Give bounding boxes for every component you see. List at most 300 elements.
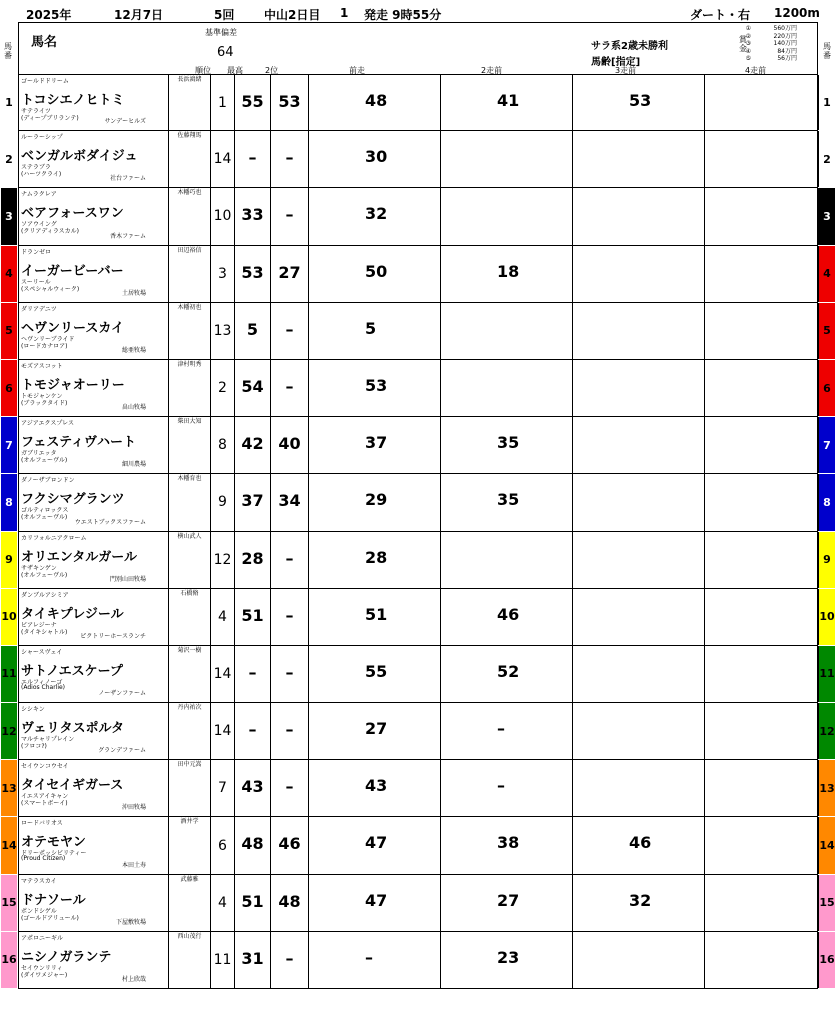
top-index-cell — [235, 474, 271, 530]
umaban-left: 5 — [1, 303, 17, 359]
past-race-1-cell — [309, 875, 441, 931]
umaban-right: 16 — [819, 932, 835, 988]
umaban-right: 12 — [819, 703, 835, 759]
past-race-2-cell — [441, 417, 573, 473]
horse-cell — [21, 703, 169, 759]
second-index-value: – — [285, 662, 294, 682]
breeder-name: 畠山牧場 — [121, 404, 146, 412]
order-cell: 9 — [211, 474, 235, 530]
top-index-cell — [235, 417, 271, 473]
past-race-index: 47 — [365, 833, 388, 853]
dam-name: サテライツ — [21, 108, 51, 115]
jockey-cell — [169, 532, 211, 588]
horse-name[interactable]: トモジャオーリー — [21, 377, 125, 393]
top-index-value: 28 — [241, 548, 264, 568]
umaban-left: 3 — [1, 188, 17, 244]
past-race-index: 52 — [497, 661, 520, 681]
prev1-caption: 前走 — [349, 66, 365, 75]
past-race-index: 51 — [365, 604, 388, 624]
past-race-3-cell — [573, 817, 705, 873]
breeder-name: 土居牧場 — [121, 289, 146, 297]
dam-name: ドリーポッシビリティー — [21, 850, 87, 858]
umaban-right: 15 — [819, 875, 835, 931]
second-index-cell — [271, 188, 309, 244]
past-race-index: 27 — [497, 890, 520, 910]
horse-cell — [21, 589, 169, 645]
top-index-cell — [235, 932, 271, 988]
second-index-value: 48 — [278, 891, 301, 911]
sire-name: シシキン — [21, 706, 45, 714]
breeder-name: 下屋敷牧場 — [115, 918, 146, 926]
dam-name: サザキンゲン — [21, 564, 57, 572]
umaban-left: 12 — [1, 703, 17, 759]
order-cell: 4 — [211, 875, 235, 931]
breeder-name: サンデーヒルズ — [104, 118, 146, 126]
horse-row — [5, 532, 831, 589]
past-race-1-cell — [309, 131, 441, 187]
umaban-right: 6 — [819, 360, 835, 416]
dam-name: ステラブラ — [21, 164, 51, 172]
order-cell: 14 — [211, 131, 235, 187]
horse-name[interactable]: ヘヴンリースカイ — [21, 320, 124, 336]
dam-name: ビアレジーナ — [21, 621, 57, 629]
horse-cell — [21, 760, 169, 816]
top-index-value: 31 — [241, 948, 264, 968]
dam-sire-name: (フロコ?) — [21, 743, 47, 751]
past-race-4-cell — [705, 532, 819, 588]
past-race-index: – — [365, 947, 373, 967]
second-index-value: – — [285, 777, 294, 797]
race-class: サラ系2歳未勝利 — [591, 41, 668, 52]
past-race-index: 41 — [497, 91, 520, 110]
round: 5回 — [214, 8, 235, 22]
past-race-3-cell — [573, 303, 705, 359]
past-race-index: 53 — [629, 91, 652, 110]
horse-row — [5, 131, 831, 188]
breeder-name: 本田土寿 — [121, 861, 146, 869]
sire-name: カリフォルニアクローム — [21, 534, 87, 542]
horse-name[interactable]: フクシマグランツ — [21, 492, 125, 508]
horse-name[interactable]: サトノエスケープ — [21, 663, 123, 679]
breeder-name: ピクトリーホースランチ — [80, 632, 146, 640]
horse-name[interactable]: フェスティヴハート — [21, 435, 137, 451]
order-cell: 2 — [211, 360, 235, 416]
past-race-index: 55 — [365, 661, 388, 681]
jockey-cell — [169, 760, 211, 816]
sire-name: ナムラクレア — [21, 191, 57, 199]
top-index-value: 5 — [246, 319, 259, 339]
past-race-2-cell — [441, 875, 573, 931]
jockey-cell — [169, 246, 211, 302]
umaban-caption-right: 馬番 — [823, 42, 831, 60]
top-index-value: 53 — [241, 262, 264, 282]
second-index-cell — [271, 646, 309, 702]
past-race-2-cell — [441, 646, 573, 702]
sire-name: アジアエクスプレス — [21, 420, 74, 428]
past-race-4-cell — [705, 246, 819, 302]
past-race-4-cell — [705, 817, 819, 873]
jockey-cell — [169, 875, 211, 931]
past-race-2-cell — [441, 760, 573, 816]
top-index-cell — [235, 75, 271, 130]
horse-name[interactable]: イーガービーバー — [21, 263, 124, 279]
horse-cell — [21, 417, 169, 473]
dam-name: ゴルティロックス — [21, 507, 69, 515]
past-race-4-cell — [705, 360, 819, 416]
past-race-index: 46 — [497, 604, 520, 624]
top-index-cell — [235, 589, 271, 645]
past-race-index: 50 — [365, 261, 388, 281]
second-index-value: – — [285, 605, 294, 625]
past-race-3-cell — [573, 703, 705, 759]
past-race-4-cell — [705, 646, 819, 702]
horse-cell — [21, 474, 169, 530]
past-race-index: 30 — [365, 147, 388, 167]
horse-name[interactable]: ヴェリタスポルタ — [21, 721, 124, 737]
horse-cell — [21, 817, 169, 873]
second-index-value: – — [285, 548, 294, 568]
past-race-index: 37 — [365, 433, 388, 453]
dam-sire-name: (オルフェーヴル) — [21, 457, 68, 465]
past-race-1-cell — [309, 589, 441, 645]
dam-sire-name: (オルフェーヴル) — [21, 514, 68, 522]
horse-name[interactable]: タイセイギガース — [21, 778, 124, 794]
second-index-value: – — [285, 720, 294, 740]
prize-rank-marks: ① ② ③ ④ ⑤ — [745, 25, 751, 62]
umaban-right: 10 — [819, 589, 835, 645]
second-index-value: – — [285, 376, 294, 396]
horse-name[interactable]: ドナソール — [21, 892, 86, 908]
jockey-name: 西山茂行 — [177, 932, 202, 940]
jockey-cell — [169, 360, 211, 416]
umaban-left: 2 — [1, 131, 17, 187]
horse-row — [1, 646, 835, 703]
past-race-3-cell — [573, 532, 705, 588]
umaban-right: 1 — [819, 75, 835, 130]
umaban-left: 4 — [1, 246, 17, 302]
prize-list: 560万円 220万円 140万円 84万円 56万円 — [773, 25, 797, 62]
jockey-name: 石橋脩 — [180, 589, 199, 597]
umaban-left: 16 — [1, 932, 17, 988]
past-race-3-cell — [573, 646, 705, 702]
top-index-value: 48 — [241, 834, 264, 854]
race-header — [18, 6, 818, 22]
past-race-1-cell — [309, 646, 441, 702]
sire-name: ダンブルアシミア — [21, 591, 69, 599]
sire-name: ドランゼロ — [21, 248, 52, 256]
horse-name[interactable]: トコシエノヒトミ — [21, 93, 125, 108]
dam-sire-name: (ダイワメジャー) — [21, 971, 68, 979]
past-race-index: 46 — [629, 833, 652, 853]
past-race-4-cell — [705, 760, 819, 816]
horse-name[interactable]: ベンガルボダイジュ — [21, 149, 138, 165]
past-race-1-cell — [309, 932, 441, 988]
past-race-4-cell — [705, 417, 819, 473]
top-index-cell — [235, 703, 271, 759]
second-index-value: 40 — [278, 434, 301, 454]
past-race-index: 48 — [365, 91, 388, 110]
past-race-index: 35 — [497, 433, 520, 453]
breeder-name: 門別山田牧場 — [109, 575, 146, 583]
top-index-cell — [235, 532, 271, 588]
past-race-2-cell — [441, 188, 573, 244]
past-race-2-cell — [441, 303, 573, 359]
umaban-left: 6 — [1, 360, 17, 416]
past-race-index: 32 — [629, 890, 652, 910]
top-index-value: 55 — [241, 92, 264, 111]
past-race-4-cell — [705, 875, 819, 931]
jockey-cell — [169, 703, 211, 759]
top-index-value: – — [248, 662, 257, 682]
past-race-index: – — [497, 719, 505, 739]
prize-caption: 賞金 — [739, 35, 747, 53]
jockey-name: 菊沢一樹 — [177, 646, 202, 654]
second-index-cell — [271, 817, 309, 873]
horse-cell — [21, 875, 169, 931]
second-caption: 2位 — [265, 66, 279, 75]
second-index-cell — [271, 875, 309, 931]
top-index-value: 51 — [241, 605, 264, 625]
sire-name: シャースヴェイ — [21, 648, 63, 656]
dam-sire-name: (ブラックタイド) — [21, 399, 68, 407]
past-race-2-cell — [441, 246, 573, 302]
past-race-index: 53 — [365, 375, 388, 395]
umaban-right: 11 — [819, 646, 835, 702]
horse-name[interactable]: タイキプレジール — [21, 606, 124, 622]
breeder-name: グランデファーム — [98, 747, 146, 755]
past-race-2-cell — [441, 532, 573, 588]
second-index-value: 53 — [278, 92, 301, 111]
breeder-name: 香木ファーム — [110, 232, 146, 240]
past-race-index: – — [497, 776, 505, 796]
past-race-4-cell — [705, 932, 819, 988]
past-race-3-cell — [573, 932, 705, 988]
prev3-caption: 3走前 — [615, 66, 637, 75]
order-cell: 8 — [211, 417, 235, 473]
umaban-left: 9 — [1, 532, 17, 588]
past-race-3-cell — [573, 417, 705, 473]
horse-cell — [21, 360, 169, 416]
venue: 中山2日目 — [264, 8, 321, 22]
horse-cell — [21, 188, 169, 244]
past-race-1-cell — [309, 75, 441, 130]
second-index-cell — [271, 75, 309, 130]
past-race-2-cell — [441, 703, 573, 759]
umaban-left: 8 — [1, 474, 17, 530]
second-index-cell — [271, 303, 309, 359]
year: 2025年 — [26, 8, 72, 22]
second-index-cell — [271, 246, 309, 302]
sire-name: セイウンコウセイ — [21, 763, 69, 771]
dam-name: マルチャリプレイン — [21, 736, 75, 744]
horse-name[interactable]: オテモヤン — [21, 835, 86, 851]
horse-name-caption: 馬名 — [31, 35, 58, 50]
jockey-cell — [169, 474, 211, 530]
horse-row — [5, 474, 831, 531]
dam-sire-name: (スマートボーイ) — [21, 800, 68, 808]
past-race-index: 32 — [365, 204, 388, 224]
past-race-1-cell — [309, 532, 441, 588]
dam-name: ボンドシゲル — [21, 907, 57, 915]
jockey-name: 武藤雅 — [180, 875, 199, 883]
order-cell: 14 — [211, 646, 235, 702]
order-cell: 13 — [211, 303, 235, 359]
past-race-index: 38 — [497, 833, 520, 853]
jockey-cell — [169, 817, 211, 873]
second-index-cell — [271, 360, 309, 416]
jockey-cell — [169, 932, 211, 988]
order-cell: 6 — [211, 817, 235, 873]
past-race-index: 29 — [365, 490, 388, 510]
horse-cell — [21, 131, 169, 187]
prev2-caption: 2走前 — [481, 66, 503, 75]
dam-name: イエスアイキャン — [21, 793, 69, 801]
base-index-value: 64 — [217, 45, 234, 60]
order-caption: 順位 — [195, 66, 211, 75]
jockey-name: 長浜鴻緒 — [177, 76, 202, 83]
column-header — [18, 22, 818, 74]
horse-name[interactable]: オリエンタルガール — [21, 549, 137, 565]
past-race-3-cell — [573, 474, 705, 530]
sire-name: ダリアデニツ — [21, 305, 57, 313]
race-number: 1 — [340, 6, 349, 20]
order-cell: 12 — [211, 532, 235, 588]
dam-name: セイウンリリィ — [21, 964, 63, 972]
umaban-right: 5 — [819, 303, 835, 359]
dam-sire-name: (タイキシャトル) — [21, 628, 68, 636]
past-race-index: 23 — [497, 947, 520, 967]
dam-name: スーリール — [21, 278, 51, 286]
second-index-value: 27 — [278, 262, 301, 282]
past-race-3-cell — [573, 360, 705, 416]
sire-name: モズアスコット — [21, 362, 63, 370]
jockey-name: 津村明秀 — [177, 360, 202, 368]
horse-row — [1, 589, 835, 646]
second-index-value: 34 — [278, 491, 301, 511]
dam-sire-name: (ゴールドアリュール) — [21, 914, 79, 922]
horse-row — [1, 703, 835, 760]
umaban-right: 9 — [819, 532, 835, 588]
sire-name: マテラスカイ — [21, 877, 57, 885]
horse-row — [1, 875, 835, 932]
past-race-2-cell — [441, 589, 573, 645]
horse-row — [5, 360, 831, 417]
jockey-cell — [169, 646, 211, 702]
jockey-cell — [169, 417, 211, 473]
jockey-name: 木幡初也 — [177, 303, 202, 311]
sire-name: ダノーザブロンドン — [21, 477, 75, 485]
dam-sire-name: (ロードカナロア) — [21, 342, 68, 350]
top-index-value: 33 — [241, 205, 264, 225]
jockey-cell — [169, 188, 211, 244]
top-index-cell — [235, 303, 271, 359]
breeder-name: 社台ファーム — [110, 175, 146, 183]
dam-name: ソアウイング — [21, 221, 57, 229]
dam-sire-name: (クリアディラスカル) — [21, 228, 80, 236]
top-index-value: 43 — [241, 777, 264, 797]
past-race-3-cell — [573, 188, 705, 244]
top-index-cell — [235, 817, 271, 873]
jockey-name: 丹内祐次 — [177, 704, 202, 712]
horse-cell — [21, 246, 169, 302]
breeder-name: 細川農場 — [121, 461, 146, 469]
race-condition: 馬齢[指定] — [591, 57, 641, 68]
past-race-2-cell — [441, 817, 573, 873]
order-cell: 14 — [211, 703, 235, 759]
jockey-name: 酒井学 — [180, 818, 199, 826]
past-race-2-cell — [441, 360, 573, 416]
past-race-index: 35 — [497, 490, 520, 510]
past-race-3-cell — [573, 760, 705, 816]
horse-row — [5, 188, 831, 245]
horse-table — [1, 74, 835, 989]
second-index-value: – — [285, 148, 294, 168]
past-race-1-cell — [309, 703, 441, 759]
distance: 1200m — [774, 6, 820, 20]
past-race-3-cell — [573, 246, 705, 302]
top-index-cell — [235, 646, 271, 702]
horse-cell — [21, 932, 169, 988]
breeder-name: 総亜牧場 — [121, 346, 146, 354]
top-index-value: – — [248, 720, 257, 740]
dam-sire-name: (オルフェーヴル) — [21, 571, 68, 579]
horse-row — [1, 817, 835, 874]
umaban-left: 13 — [1, 760, 17, 816]
horse-name[interactable]: ベアフォースワン — [21, 206, 124, 222]
umaban-right: 14 — [819, 817, 835, 873]
past-race-1-cell — [309, 303, 441, 359]
second-index-cell — [271, 417, 309, 473]
past-race-index: 47 — [365, 890, 388, 910]
dam-sire-name: (ディープブリランテ) — [21, 115, 79, 122]
horse-name[interactable]: ニシノガランテ — [21, 949, 112, 965]
order-cell: 1 — [211, 75, 235, 130]
umaban-left: 7 — [1, 417, 17, 473]
jockey-name: 柴田大知 — [177, 418, 202, 426]
past-race-1-cell — [309, 188, 441, 244]
past-race-2-cell — [441, 75, 573, 130]
jockey-cell — [169, 303, 211, 359]
past-race-2-cell — [441, 932, 573, 988]
past-race-1-cell — [309, 360, 441, 416]
jockey-name: 田辺裕信 — [177, 246, 202, 254]
second-index-value: – — [285, 205, 294, 225]
umaban-left: 15 — [1, 875, 17, 931]
horse-row — [5, 417, 831, 474]
horse-row — [5, 246, 831, 303]
past-race-index: 28 — [365, 547, 388, 567]
jockey-name: 木幡育也 — [177, 475, 202, 483]
dam-name: トモジャンケン — [21, 392, 63, 400]
second-index-value: 46 — [278, 834, 301, 854]
horse-cell — [21, 646, 169, 702]
past-race-4-cell — [705, 703, 819, 759]
umaban-left: 14 — [1, 817, 17, 873]
past-race-1-cell — [309, 246, 441, 302]
top-index-cell — [235, 188, 271, 244]
top-index-cell — [235, 360, 271, 416]
jockey-name: 田中元嵩 — [177, 761, 202, 769]
second-index-cell — [271, 474, 309, 530]
past-race-index: 27 — [365, 719, 388, 739]
past-race-4-cell — [705, 75, 819, 130]
horse-cell — [21, 303, 169, 359]
past-race-1-cell — [309, 417, 441, 473]
second-index-cell — [271, 532, 309, 588]
past-race-2-cell — [441, 131, 573, 187]
horse-row — [5, 303, 831, 360]
order-cell: 7 — [211, 760, 235, 816]
